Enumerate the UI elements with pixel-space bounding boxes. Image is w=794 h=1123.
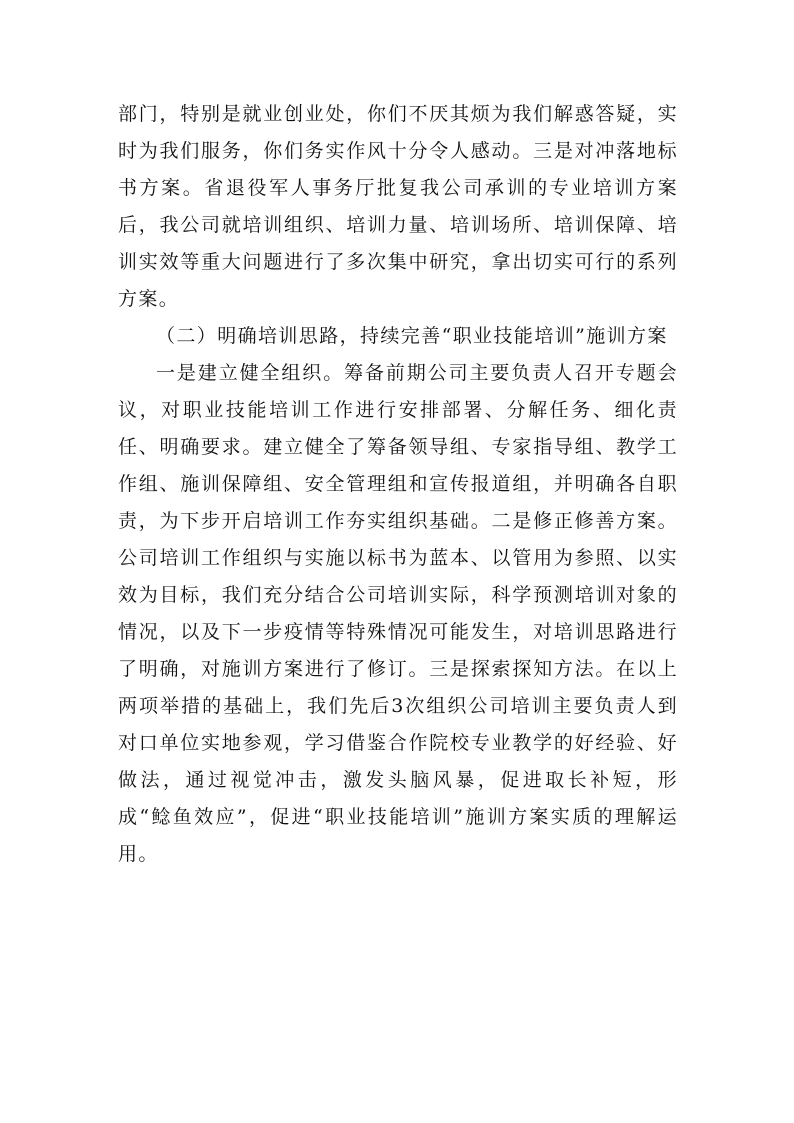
body-paragraph: 部门，特别是就业创业处，你们不厌其烦为我们解惑答疑，实时为我们服务，你们务实作风十分令人感动。三是对冲落地标书方案。省退役军人事务厅批复我公司承训的专业培训方案后，我公司就培训组织、培训力量、培训场所、培训保障、培训实效等重大问题进行了多次集中研究，拿出切实可行的系列方案。 xyxy=(118,103,678,310)
document-page xyxy=(118,96,678,873)
body-paragraph: 一是建立健全组织。筹备前期公司主要负责人召开专题会议，对职业技能培训工作进行安排部署、分解任务、细化责任、明确要求。建立健全了筹备领导组、专家指导组、教学工作组、施训保障组、安全管理组和宣传报道组，并明确各自职责，为下步开启培训工作夯实组织基础。二是修正修善方案。公司培训工作组织与实施以标书为蓝本、以管用为参照、以实效为目标，我们充分结合公司培训实际，科学预测培训对象的情况，以及下一步疫情等特殊情况可能发生，对培训思路进行了明确，对施训方案进行了修订。三是探索探知方法。在以上两项举措的基础上，我们先后3次组织公司培训主要负责人到对口单位实地参观，学习借鉴合作院校专业教学的好经验、好做法，通过视觉冲击，激发头脑风暴，促进取长补短，形成“鲶鱼效应”，促进“职业技能培训”施训方案实质的理解运用。 xyxy=(118,362,678,865)
section-heading: （二）明确培训思路，持续完善“职业技能培训”施训方案 xyxy=(156,325,668,347)
